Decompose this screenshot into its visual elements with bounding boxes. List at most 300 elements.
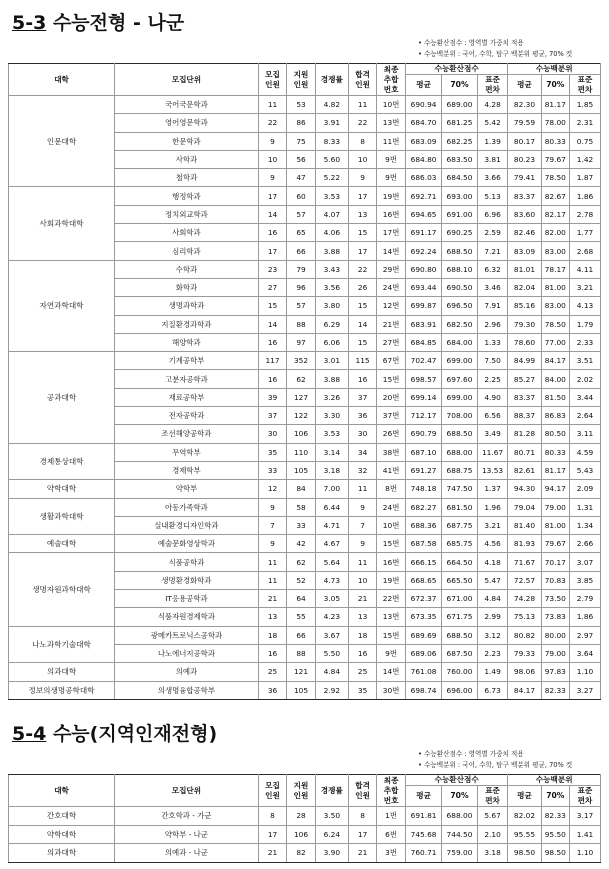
header-admitted: 합격 인원 bbox=[348, 64, 377, 96]
value-cell: 94.30 bbox=[508, 480, 541, 498]
section-title-1 bbox=[12, 8, 184, 35]
value-cell: 80.17 bbox=[508, 132, 541, 150]
table-row bbox=[9, 553, 601, 571]
value-cell: 79.67 bbox=[541, 150, 570, 168]
table-row bbox=[9, 681, 601, 699]
note-line: • 수능백분위 : 국어, 수학, 탐구 백분위 평균, 70% 컷 bbox=[418, 761, 573, 769]
value-cell: 5.50 bbox=[315, 644, 348, 662]
college-cell: 생활과학대학 bbox=[9, 498, 115, 535]
value-cell: 22 bbox=[348, 260, 377, 278]
value-cell: 115 bbox=[348, 352, 377, 370]
value-cell: 98.06 bbox=[508, 663, 541, 681]
value-cell: 698.57 bbox=[405, 370, 441, 388]
value-cell: 85.16 bbox=[508, 297, 541, 315]
value-cell: 127 bbox=[287, 388, 316, 406]
value-cell: 3.81 bbox=[477, 150, 508, 168]
value-cell: 81.01 bbox=[508, 260, 541, 278]
value-cell: 78.50 bbox=[541, 315, 570, 333]
unit-cell: 의예과 bbox=[115, 663, 259, 681]
unit-cell: 약학부 - 나군 bbox=[115, 825, 259, 844]
value-cell: 72.57 bbox=[508, 571, 541, 589]
section-number: 5-3 bbox=[12, 12, 47, 34]
unit-cell: 경제학부 bbox=[115, 461, 259, 479]
value-cell: 2.33 bbox=[570, 333, 601, 351]
unit-cell: 아동가족학과 bbox=[115, 498, 259, 516]
value-cell: 11 bbox=[258, 553, 287, 571]
value-cell: 685.75 bbox=[442, 535, 477, 553]
value-cell: 3.21 bbox=[477, 516, 508, 534]
value-cell: 682.25 bbox=[442, 132, 477, 150]
value-cell: 4.59 bbox=[570, 443, 601, 461]
value-cell: 95.50 bbox=[541, 825, 570, 844]
section-title-2 bbox=[12, 719, 217, 746]
value-cell: 11 bbox=[348, 96, 377, 114]
value-cell: 83.09 bbox=[508, 242, 541, 260]
value-cell: 683.91 bbox=[405, 315, 441, 333]
admission-table-2 bbox=[8, 774, 601, 863]
value-cell: 4.82 bbox=[315, 96, 348, 114]
value-cell: 64 bbox=[287, 590, 316, 608]
unit-cell: 식품자원경제학과 bbox=[115, 608, 259, 626]
note-line: • 수능환산점수 : 영역별 가중치 적용 bbox=[418, 39, 524, 47]
value-cell: 26 bbox=[348, 278, 377, 296]
college-cell: 의과대학 bbox=[9, 844, 115, 863]
unit-cell: 정치외교학과 bbox=[115, 205, 259, 223]
value-cell: 21 bbox=[348, 844, 377, 863]
value-cell: 7.91 bbox=[477, 297, 508, 315]
value-cell: 10번 bbox=[377, 96, 406, 114]
value-cell: 4.13 bbox=[570, 297, 601, 315]
value-cell: 1.49 bbox=[477, 663, 508, 681]
value-cell: 80.00 bbox=[541, 626, 570, 644]
value-cell: 83.60 bbox=[508, 205, 541, 223]
header-admitted: 합격 인원 bbox=[348, 775, 377, 807]
value-cell: 10 bbox=[348, 150, 377, 168]
value-cell: 81.40 bbox=[508, 516, 541, 534]
note-line: • 수능백분위 : 국어, 수학, 탐구 백분위 평균, 70% 컷 bbox=[418, 50, 573, 58]
section-number: 5-4 bbox=[12, 723, 47, 745]
unit-cell: 사학과 bbox=[115, 150, 259, 168]
value-cell: 1.42 bbox=[570, 150, 601, 168]
section-heading: 수능전형 - 나군 bbox=[52, 12, 185, 34]
value-cell: 699.00 bbox=[442, 352, 477, 370]
value-cell: 81.17 bbox=[541, 461, 570, 479]
value-cell: 17 bbox=[348, 825, 377, 844]
unit-cell: 무역학부 bbox=[115, 443, 259, 461]
value-cell: 8 bbox=[258, 807, 287, 826]
value-cell: 2.25 bbox=[477, 370, 508, 388]
value-cell: 13번 bbox=[377, 608, 406, 626]
value-cell: 37번 bbox=[377, 407, 406, 425]
value-cell: 88 bbox=[287, 315, 316, 333]
value-cell: 3.14 bbox=[315, 443, 348, 461]
college-cell: 약학대학 bbox=[9, 480, 115, 498]
value-cell: 747.50 bbox=[442, 480, 477, 498]
value-cell: 79 bbox=[287, 260, 316, 278]
header-unit: 모집단위 bbox=[115, 64, 259, 96]
value-cell: 2.79 bbox=[570, 590, 601, 608]
value-cell: 81.00 bbox=[541, 278, 570, 296]
value-cell: 3.56 bbox=[315, 278, 348, 296]
value-cell: 1.39 bbox=[477, 132, 508, 150]
value-cell: 22번 bbox=[377, 590, 406, 608]
unit-cell: 기계공학부 bbox=[115, 352, 259, 370]
value-cell: 26번 bbox=[377, 425, 406, 443]
header-std: 표준 편차 bbox=[477, 786, 508, 807]
value-cell: 671.00 bbox=[442, 590, 477, 608]
value-cell: 17 bbox=[258, 825, 287, 844]
table-row bbox=[9, 626, 601, 644]
value-cell: 80.50 bbox=[541, 425, 570, 443]
value-cell: 699.14 bbox=[405, 388, 441, 406]
value-cell: 23 bbox=[258, 260, 287, 278]
table-row bbox=[9, 443, 601, 461]
value-cell: 81.00 bbox=[541, 516, 570, 534]
value-cell: 16 bbox=[258, 644, 287, 662]
value-cell: 65 bbox=[287, 224, 316, 242]
value-cell: 97.83 bbox=[541, 663, 570, 681]
value-cell: 760.00 bbox=[442, 663, 477, 681]
value-cell: 16 bbox=[348, 370, 377, 388]
value-cell: 82.33 bbox=[541, 681, 570, 699]
admission-table-1 bbox=[8, 63, 601, 700]
value-cell: 3.21 bbox=[570, 278, 601, 296]
value-cell: 2.99 bbox=[477, 608, 508, 626]
value-cell: 2.64 bbox=[570, 407, 601, 425]
unit-cell: 화학과 bbox=[115, 278, 259, 296]
value-cell: 81.50 bbox=[541, 388, 570, 406]
header-avg: 평균 bbox=[508, 786, 541, 807]
unit-cell: 철학과 bbox=[115, 169, 259, 187]
unit-cell: 예술문화영상학과 bbox=[115, 535, 259, 553]
unit-cell: 간호학과 - 가군 bbox=[115, 807, 259, 826]
value-cell: 33 bbox=[258, 461, 287, 479]
value-cell: 687.58 bbox=[405, 535, 441, 553]
value-cell: 67번 bbox=[377, 352, 406, 370]
value-cell: 79.33 bbox=[508, 644, 541, 662]
value-cell: 79.41 bbox=[508, 169, 541, 187]
value-cell: 761.08 bbox=[405, 663, 441, 681]
table-row bbox=[9, 844, 601, 863]
value-cell: 3.07 bbox=[570, 553, 601, 571]
value-cell: 13 bbox=[348, 205, 377, 223]
header-college: 대학 bbox=[9, 775, 115, 807]
value-cell: 2.09 bbox=[570, 480, 601, 498]
value-cell: 15번 bbox=[377, 535, 406, 553]
value-cell: 84.99 bbox=[508, 352, 541, 370]
notes-1 bbox=[418, 38, 572, 60]
value-cell: 47 bbox=[287, 169, 316, 187]
value-cell: 4.84 bbox=[477, 590, 508, 608]
value-cell: 85.27 bbox=[508, 370, 541, 388]
value-cell: 17 bbox=[348, 242, 377, 260]
value-cell: 1.10 bbox=[570, 844, 601, 863]
unit-cell: 약학부 bbox=[115, 480, 259, 498]
value-cell: 2.97 bbox=[570, 626, 601, 644]
value-cell: 82.67 bbox=[541, 187, 570, 205]
value-cell: 760.71 bbox=[405, 844, 441, 863]
value-cell: 702.47 bbox=[405, 352, 441, 370]
value-cell: 6.56 bbox=[477, 407, 508, 425]
value-cell: 3.88 bbox=[315, 370, 348, 388]
value-cell: 2.02 bbox=[570, 370, 601, 388]
value-cell: 9 bbox=[348, 169, 377, 187]
value-cell: 4.28 bbox=[477, 96, 508, 114]
unit-cell: 생명과학과 bbox=[115, 297, 259, 315]
value-cell: 34 bbox=[348, 443, 377, 461]
header-college: 대학 bbox=[9, 64, 115, 96]
value-cell: 13.53 bbox=[477, 461, 508, 479]
notes-2 bbox=[418, 749, 572, 771]
value-cell: 55 bbox=[287, 608, 316, 626]
value-cell: 4.73 bbox=[315, 571, 348, 589]
unit-cell: 영어영문학과 bbox=[115, 114, 259, 132]
value-cell: 665.50 bbox=[442, 571, 477, 589]
value-cell: 57 bbox=[287, 205, 316, 223]
unit-cell: 고분자공학과 bbox=[115, 370, 259, 388]
value-cell: 82.17 bbox=[541, 205, 570, 223]
value-cell: 3.11 bbox=[570, 425, 601, 443]
value-cell: 80.33 bbox=[541, 443, 570, 461]
value-cell: 105 bbox=[287, 461, 316, 479]
header-cut70: 70% bbox=[541, 75, 570, 96]
college-cell: 인문대학 bbox=[9, 96, 115, 187]
value-cell: 16 bbox=[348, 644, 377, 662]
value-cell: 15번 bbox=[377, 626, 406, 644]
header-competition: 경쟁률 bbox=[315, 775, 348, 807]
value-cell: 11번 bbox=[377, 132, 406, 150]
value-cell: 14번 bbox=[377, 663, 406, 681]
header-score-group: 수능환산점수 bbox=[405, 775, 508, 786]
value-cell: 14 bbox=[348, 315, 377, 333]
value-cell: 681.50 bbox=[442, 498, 477, 516]
value-cell: 16번 bbox=[377, 553, 406, 571]
header-cut70: 70% bbox=[442, 75, 477, 96]
header-avg: 평균 bbox=[405, 75, 441, 96]
college-cell: 정보의생명공학대학 bbox=[9, 681, 115, 699]
value-cell: 81.17 bbox=[541, 96, 570, 114]
value-cell: 1.33 bbox=[477, 333, 508, 351]
value-cell: 2.78 bbox=[570, 205, 601, 223]
table-row bbox=[9, 807, 601, 826]
college-cell: 생명자원과학대학 bbox=[9, 553, 115, 626]
value-cell: 3.01 bbox=[315, 352, 348, 370]
value-cell: 24번 bbox=[377, 278, 406, 296]
value-cell: 4.07 bbox=[315, 205, 348, 223]
value-cell: 3.85 bbox=[570, 571, 601, 589]
value-cell: 7.00 bbox=[315, 480, 348, 498]
value-cell: 6.06 bbox=[315, 333, 348, 351]
value-cell: 1.86 bbox=[570, 187, 601, 205]
value-cell: 30 bbox=[348, 425, 377, 443]
value-cell: 29번 bbox=[377, 260, 406, 278]
value-cell: 15번 bbox=[377, 370, 406, 388]
value-cell: 11 bbox=[258, 96, 287, 114]
value-cell: 699.87 bbox=[405, 297, 441, 315]
value-cell: 18 bbox=[348, 626, 377, 644]
value-cell: 57 bbox=[287, 297, 316, 315]
header-std: 표준 편차 bbox=[477, 75, 508, 96]
value-cell: 81.93 bbox=[508, 535, 541, 553]
value-cell: 690.79 bbox=[405, 425, 441, 443]
value-cell: 11 bbox=[348, 480, 377, 498]
value-cell: 17번 bbox=[377, 224, 406, 242]
value-cell: 39 bbox=[258, 388, 287, 406]
value-cell: 6.32 bbox=[477, 260, 508, 278]
value-cell: 70.17 bbox=[541, 553, 570, 571]
college-cell: 사회과학대학 bbox=[9, 187, 115, 260]
table-row bbox=[9, 96, 601, 114]
value-cell: 3.64 bbox=[570, 644, 601, 662]
value-cell: 1번 bbox=[377, 807, 406, 826]
value-cell: 15 bbox=[348, 297, 377, 315]
value-cell: 37 bbox=[258, 407, 287, 425]
value-cell: 95.55 bbox=[508, 825, 541, 844]
value-cell: 14 bbox=[258, 315, 287, 333]
value-cell: 689.06 bbox=[405, 644, 441, 662]
value-cell: 691.27 bbox=[405, 461, 441, 479]
value-cell: 9 bbox=[258, 498, 287, 516]
value-cell: 690.25 bbox=[442, 224, 477, 242]
value-cell: 693.00 bbox=[442, 187, 477, 205]
value-cell: 1.37 bbox=[477, 480, 508, 498]
value-cell: 17 bbox=[258, 242, 287, 260]
value-cell: 3.18 bbox=[477, 844, 508, 863]
value-cell: 698.74 bbox=[405, 681, 441, 699]
value-cell: 2.92 bbox=[315, 681, 348, 699]
value-cell: 3.90 bbox=[315, 844, 348, 863]
value-cell: 60 bbox=[287, 187, 316, 205]
value-cell: 10번 bbox=[377, 516, 406, 534]
value-cell: 1.79 bbox=[570, 315, 601, 333]
value-cell: 81.28 bbox=[508, 425, 541, 443]
header-quota: 모집 인원 bbox=[258, 64, 287, 96]
value-cell: 684.00 bbox=[442, 333, 477, 351]
section-heading: 수능(지역인재전형) bbox=[52, 723, 218, 745]
value-cell: 15 bbox=[258, 297, 287, 315]
value-cell: 53 bbox=[287, 96, 316, 114]
value-cell: 80.82 bbox=[508, 626, 541, 644]
value-cell: 97 bbox=[287, 333, 316, 351]
value-cell: 688.00 bbox=[442, 443, 477, 461]
value-cell: 2.59 bbox=[477, 224, 508, 242]
value-cell: 688.75 bbox=[442, 461, 477, 479]
value-cell: 3.88 bbox=[315, 242, 348, 260]
value-cell: 5.43 bbox=[570, 461, 601, 479]
header-std: 표준 편차 bbox=[570, 786, 601, 807]
value-cell: 22 bbox=[258, 114, 287, 132]
value-cell: 3.91 bbox=[315, 114, 348, 132]
value-cell: 20번 bbox=[377, 388, 406, 406]
value-cell: 14번 bbox=[377, 242, 406, 260]
college-cell: 경제통상대학 bbox=[9, 443, 115, 480]
value-cell: 11.67 bbox=[477, 443, 508, 461]
header-std: 표준 편차 bbox=[570, 75, 601, 96]
value-cell: 7 bbox=[258, 516, 287, 534]
value-cell: 15 bbox=[348, 333, 377, 351]
value-cell: 84.17 bbox=[541, 352, 570, 370]
value-cell: 688.00 bbox=[442, 807, 477, 826]
value-cell: 19번 bbox=[377, 571, 406, 589]
value-cell: 5.42 bbox=[477, 114, 508, 132]
value-cell: 4.56 bbox=[477, 535, 508, 553]
value-cell: 3.05 bbox=[315, 590, 348, 608]
value-cell: 692.24 bbox=[405, 242, 441, 260]
value-cell: 16 bbox=[258, 370, 287, 388]
value-cell: 16 bbox=[258, 333, 287, 351]
unit-cell: 수학과 bbox=[115, 260, 259, 278]
header-unit: 모집단위 bbox=[115, 775, 259, 807]
value-cell: 74.28 bbox=[508, 590, 541, 608]
value-cell: 9번 bbox=[377, 169, 406, 187]
value-cell: 106 bbox=[287, 425, 316, 443]
value-cell: 83.37 bbox=[508, 187, 541, 205]
value-cell: 4.84 bbox=[315, 663, 348, 681]
value-cell: 83.00 bbox=[541, 242, 570, 260]
value-cell: 1.34 bbox=[570, 516, 601, 534]
value-cell: 4.90 bbox=[477, 388, 508, 406]
value-cell: 672.37 bbox=[405, 590, 441, 608]
value-cell: 4.67 bbox=[315, 535, 348, 553]
value-cell: 62 bbox=[287, 370, 316, 388]
value-cell: 8.33 bbox=[315, 132, 348, 150]
value-cell: 668.65 bbox=[405, 571, 441, 589]
value-cell: 696.50 bbox=[442, 297, 477, 315]
value-cell: 96 bbox=[287, 278, 316, 296]
value-cell: 9 bbox=[348, 535, 377, 553]
value-cell: 9 bbox=[258, 535, 287, 553]
value-cell: 38번 bbox=[377, 443, 406, 461]
college-cell: 자연과학대학 bbox=[9, 260, 115, 351]
table-row bbox=[9, 352, 601, 370]
value-cell: 21 bbox=[258, 590, 287, 608]
value-cell: 1.85 bbox=[570, 96, 601, 114]
value-cell: 71.67 bbox=[508, 553, 541, 571]
value-cell: 671.75 bbox=[442, 608, 477, 626]
value-cell: 79.67 bbox=[541, 535, 570, 553]
value-cell: 7.50 bbox=[477, 352, 508, 370]
value-cell: 691.17 bbox=[405, 224, 441, 242]
value-cell: 75.13 bbox=[508, 608, 541, 626]
value-cell: 9 bbox=[348, 498, 377, 516]
value-cell: 748.18 bbox=[405, 480, 441, 498]
value-cell: 3.51 bbox=[570, 352, 601, 370]
table-row bbox=[9, 498, 601, 516]
value-cell: 7 bbox=[348, 516, 377, 534]
value-cell: 117 bbox=[258, 352, 287, 370]
value-cell: 2.68 bbox=[570, 242, 601, 260]
value-cell: 84 bbox=[287, 480, 316, 498]
value-cell: 3.49 bbox=[477, 425, 508, 443]
value-cell: 686.03 bbox=[405, 169, 441, 187]
value-cell: 5.47 bbox=[477, 571, 508, 589]
header-percentile-group: 수능백분위 bbox=[508, 775, 601, 786]
value-cell: 5.64 bbox=[315, 553, 348, 571]
value-cell: 2.31 bbox=[570, 114, 601, 132]
value-cell: 78.60 bbox=[508, 333, 541, 351]
value-cell: 17 bbox=[258, 187, 287, 205]
value-cell: 14 bbox=[258, 205, 287, 223]
value-cell: 6.44 bbox=[315, 498, 348, 516]
value-cell: 699.00 bbox=[442, 388, 477, 406]
value-cell: 3.80 bbox=[315, 297, 348, 315]
value-cell: 3.67 bbox=[315, 626, 348, 644]
unit-cell: 국어국문학과 bbox=[115, 96, 259, 114]
header-quota: 모집 인원 bbox=[258, 775, 287, 807]
value-cell: 3.27 bbox=[570, 681, 601, 699]
header-final-rank: 최종 추합 번호 bbox=[377, 775, 406, 807]
value-cell: 696.00 bbox=[442, 681, 477, 699]
